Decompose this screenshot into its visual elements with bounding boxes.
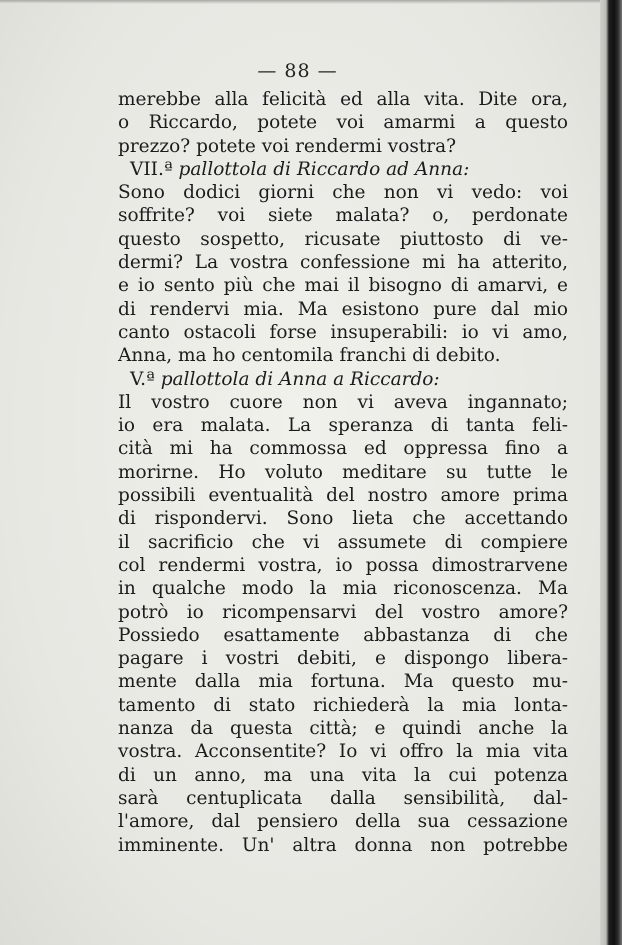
- text-line: in qualche modo la mia riconoscenza. Ma: [118, 578, 568, 600]
- text-line: morirne. Ho voluto meditare su tutte le: [118, 461, 568, 483]
- text-line: cità mi ha commossa ed oppressa fino a: [118, 438, 568, 460]
- letter-heading: [118, 368, 568, 391]
- book-spine-shadow: [600, 0, 622, 945]
- text-line: merebbe alla felicità ed alla vita. Dite ora,: [118, 89, 568, 110]
- text-line: dermi? La vostra confessione mi ha atterito,: [118, 252, 568, 274]
- page-top-edge: [0, 0, 600, 4]
- text-line: Il vostro cuore non vi aveva ingannato;: [118, 391, 568, 413]
- page-number: — 88 —: [257, 60, 338, 82]
- text-line: di rendervi mia. Ma esistono pure dal mio: [118, 298, 568, 320]
- text-line: o Riccardo, potete voi amarmi a questo: [118, 112, 568, 134]
- text-line: l'amore, dal pensiero della sua cessazione: [118, 811, 568, 833]
- text-line: pagare i vostri debiti, e dispongo libera-: [118, 648, 568, 670]
- text-line: potrò io ricompensarvi del vostro amore?: [118, 601, 568, 623]
- text-line: imminente. Un' altra donna non potrebbe: [118, 834, 568, 856]
- text-line: questo sospetto, ricusate piuttosto di ve-: [118, 228, 568, 250]
- text-line: tamento di stato richiederà la mia lonta-: [118, 694, 568, 716]
- text-line: io era malata. La speranza di tanta feli-: [118, 415, 568, 437]
- text-line: e io sento più che mai il bisogno di amarvi, e: [118, 275, 568, 297]
- text-line: di un anno, ma una vita la cui potenza: [118, 764, 568, 786]
- text-line: canto ostacoli forse insuperabili: io vi amo,: [118, 321, 568, 343]
- text-line: nanza da questa città; e quindi anche la: [118, 718, 568, 740]
- text-line: possibili eventualità del nostro amore prima: [118, 485, 568, 507]
- heading-number: V.ª: [130, 368, 161, 390]
- text-line: vostra. Acconsentite? Io vi offro la mia vita: [118, 741, 568, 763]
- text-line: mente dalla mia fortuna. Ma questo mu-: [118, 671, 568, 693]
- heading-title: pallottola di Riccardo ad Anna:: [178, 158, 470, 180]
- text-line: Possiedo esattamente abbastanza di che: [118, 624, 568, 646]
- text-line: sarà centuplicata dalla sensibilità, dal-: [118, 787, 568, 809]
- text-line: col rendermi vostra, io possa dimostrarvene: [118, 554, 568, 576]
- text-line: Anna, ma ho centomila franchi di debito.: [118, 345, 501, 367]
- text-line: di rispondervi. Sono lieta che accettando: [118, 508, 568, 530]
- heading-number: VII.ª: [130, 158, 179, 180]
- letter-heading: [118, 158, 568, 181]
- text-line: il sacrificio che vi assumete di compiere: [118, 531, 568, 553]
- body-text: [118, 88, 568, 857]
- text-line: prezzo? potete voi rendermi vostra?: [118, 135, 457, 157]
- text-line: soffrite? voi siete malata? o, perdonate: [118, 205, 568, 227]
- text-line: Sono dodici giorni che non vi vedo: voi: [118, 182, 568, 204]
- heading-title: pallottola di Anna a Riccardo:: [160, 368, 440, 390]
